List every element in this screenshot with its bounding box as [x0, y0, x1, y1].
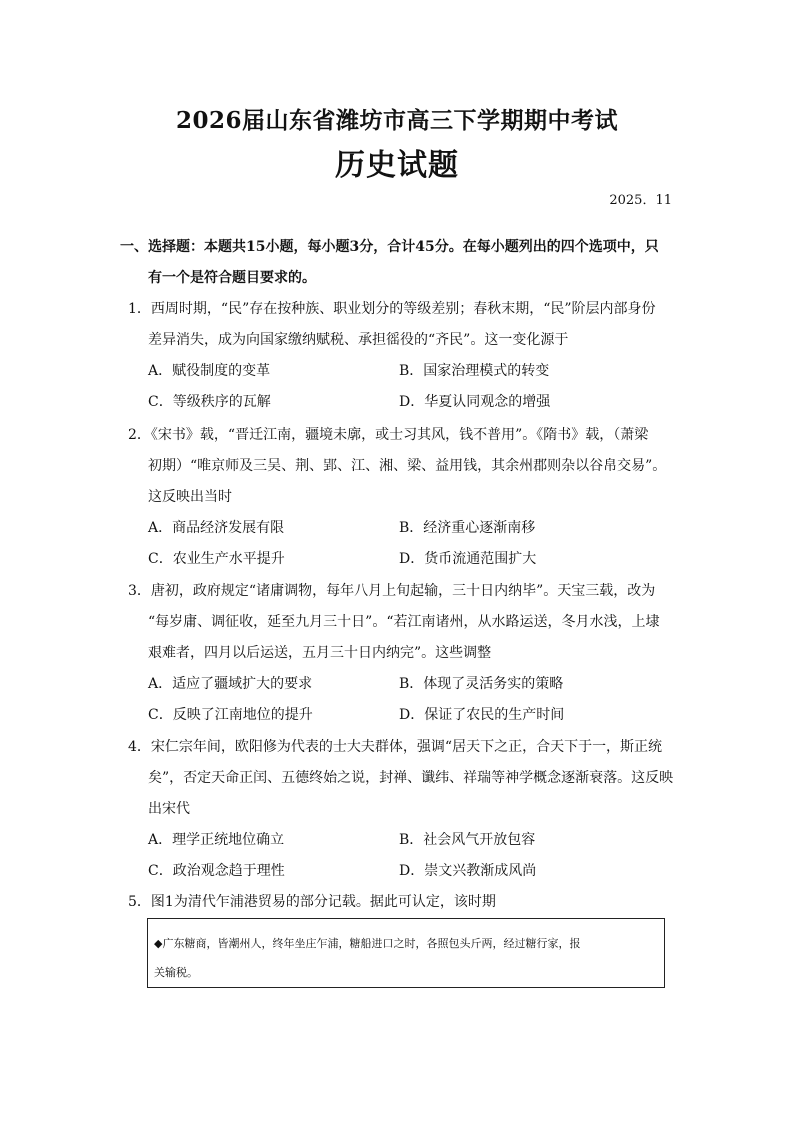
option-b[interactable]: B．国家治理模式的转变: [399, 363, 550, 379]
section-heading: [120, 232, 680, 294]
option-a[interactable]: A．理学正统地位确立: [148, 832, 285, 848]
question-line: 这反映出当时: [148, 489, 232, 505]
question-2: [128, 420, 684, 513]
section-line: 一、选择题：本题共15小题，每小题3分，合计45分。在每小题列出的四个选项中，只: [120, 239, 659, 255]
question-line: “每岁庸、调征收，延至九月三十日”。“若江南诸州，从水路运送，冬月水浅，上埭: [148, 614, 660, 630]
question-line: 3．唐初，政府规定“诸庸调物，每年八月上旬起输，三十日内纳毕”。天宝三载，改为: [128, 583, 656, 599]
option-c[interactable]: C．反映了江南地位的提升: [148, 707, 313, 723]
option-a[interactable]: A．赋役制度的变革: [148, 363, 271, 379]
option-b[interactable]: B．体现了灵活务实的策略: [399, 676, 564, 692]
question-line: 艰难者，四月以后运送，五月三十日内纳完”。这些调整: [148, 645, 492, 661]
option-d[interactable]: D．华夏认同观念的增强: [399, 394, 551, 410]
question-line: 1．西周时期，“民”存在按种族、职业划分的等级差别；春秋末期，“民”阶层内部身份: [128, 301, 656, 317]
subject-title: 历史试题: [335, 148, 459, 183]
question-4: [128, 732, 684, 825]
question-5: [128, 887, 684, 918]
exam-title: 2026届山东省潍坊市高三下学期期中考试: [175, 107, 618, 134]
option-d[interactable]: D．货币流通范围扩大: [399, 551, 537, 567]
question-line: 差异消失，成为向国家缴纳赋税、承担徭役的“齐民”。这一变化源于: [148, 332, 569, 348]
option-d[interactable]: D．崇文兴教渐成风尚: [399, 863, 537, 879]
figure-1-box: [147, 918, 665, 988]
question-2-options: [148, 513, 668, 575]
option-c[interactable]: C．等级秩序的瓦解: [148, 394, 271, 410]
figure-text-line: ◆广东糖商，皆潮州人，终年坐庄乍浦，糖船进口之时，各照包头斤两，经过糖行家，报: [154, 937, 581, 950]
question-3: [128, 576, 684, 669]
question-4-options: [148, 825, 668, 887]
question-3-options: [148, 669, 668, 731]
question-line: 4．宋仁宗年间，欧阳修为代表的士大夫群体，强调“居天下之正，合天下于一，斯正统: [128, 739, 663, 755]
option-c[interactable]: C．农业生产水平提升: [148, 551, 285, 567]
section-line: 有一个是符合题目要求的。: [148, 270, 316, 286]
option-c[interactable]: C．政治观念趋于理性: [148, 863, 285, 879]
option-b[interactable]: B．社会风气开放包容: [399, 832, 536, 848]
question-line: 2．《宋书》载，“晋迁江南，疆境未廓，或士习其风，钱不普用”。《隋书》载，（萧梁: [128, 427, 649, 443]
exam-date: 2025．11: [609, 193, 672, 208]
question-line: 5．图1为清代乍浦港贸易的部分记载。据此可认定，该时期: [128, 894, 496, 910]
question-1-options: [148, 356, 668, 418]
figure-text-line: 关输税。: [154, 966, 198, 979]
option-a[interactable]: A．商品经济发展有限: [148, 520, 285, 536]
option-a[interactable]: A．适应了疆域扩大的要求: [148, 676, 313, 692]
question-line: 出宋代: [148, 801, 190, 817]
question-line: 初期）“唯京师及三吴、荆、郢、江、湘、梁、益用钱，其余州郡则杂以谷帛交易”。: [148, 458, 667, 474]
option-d[interactable]: D．保证了农民的生产时间: [399, 707, 565, 723]
question-line: 矣”，否定天命正闰、五德终始之说，封禅、谶纬、祥瑞等神学概念逐渐衰落。这反映: [148, 770, 674, 786]
option-b[interactable]: B．经济重心逐渐南移: [399, 520, 536, 536]
question-1: [128, 294, 684, 356]
